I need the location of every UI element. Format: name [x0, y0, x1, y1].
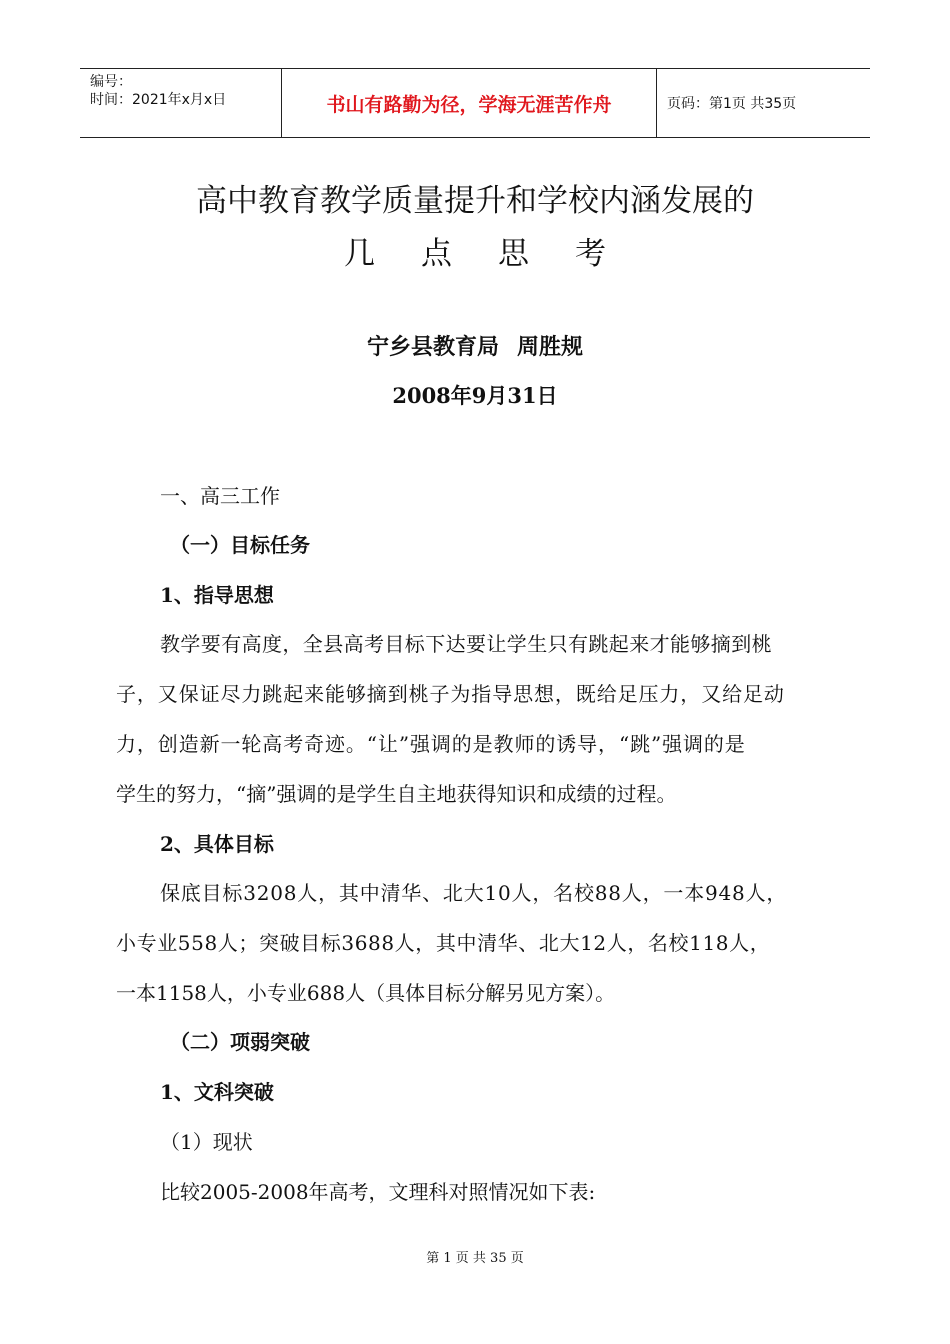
section-heading: 一、高三工作	[160, 484, 280, 508]
document-date: 2008年9月31日	[392, 383, 558, 408]
document-title-line2: 几点思考	[344, 236, 652, 272]
author-line	[0, 330, 950, 361]
document-header	[80, 68, 870, 138]
item-heading: 1、指导思想	[160, 583, 274, 607]
paragraph-line: 教学要有高度，全县高考目标下达要让学生只有跳起来才能够摘到桃	[160, 632, 772, 656]
paragraph-line: 比较2005-2008年高考，文理科对照情况如下表:	[160, 1180, 596, 1204]
header-meta	[80, 69, 280, 137]
paragraph-line: 小专业558人；突破目标3688人，其中清华、北大12人，名校118人，	[116, 931, 771, 955]
header-number-label: 编号：	[90, 74, 132, 90]
subsection-heading: （二）项弱突破	[170, 1030, 310, 1054]
paragraph-line: 力，创造新一轮高考奇迹。“让”强调的是教师的诱导，“跳”强调的是	[116, 732, 746, 756]
item-heading: 2、具体目标	[160, 832, 274, 856]
paragraph-line: 子，又保证尽力跳起来能够摘到桃子为指导思想，既给足压力，又给足动	[116, 682, 785, 706]
paragraph-line: 学生的努力，“摘”强调的是学生自主地获得知识和成绩的过程。	[116, 782, 677, 806]
author-name: 周胜规	[517, 334, 584, 360]
paragraph-line: 一本1158人，小专业688人（具体目标分解另见方案）。	[116, 981, 616, 1005]
page-footer: 第 1 页 共 35 页	[426, 1251, 524, 1266]
header-motto: 书山有路勤为径，学海无涯苦作舟	[281, 69, 657, 137]
author-org: 宁乡县教育局	[366, 334, 499, 360]
header-time-label: 时间：2021年x月x日	[90, 92, 227, 108]
paragraph-line: 保底目标3208人，其中清华、北大10人，名校88人，一本948人，	[160, 881, 788, 905]
header-page-info: 页码：第1页 共35页	[667, 96, 797, 112]
document-title-line1: 高中教育教学质量提升和学校内涵发展的	[196, 183, 754, 219]
sub-item-heading: （1）现状	[160, 1130, 253, 1154]
subsection-heading: （一）目标任务	[170, 533, 310, 557]
item-heading: 1、文科突破	[160, 1080, 274, 1104]
